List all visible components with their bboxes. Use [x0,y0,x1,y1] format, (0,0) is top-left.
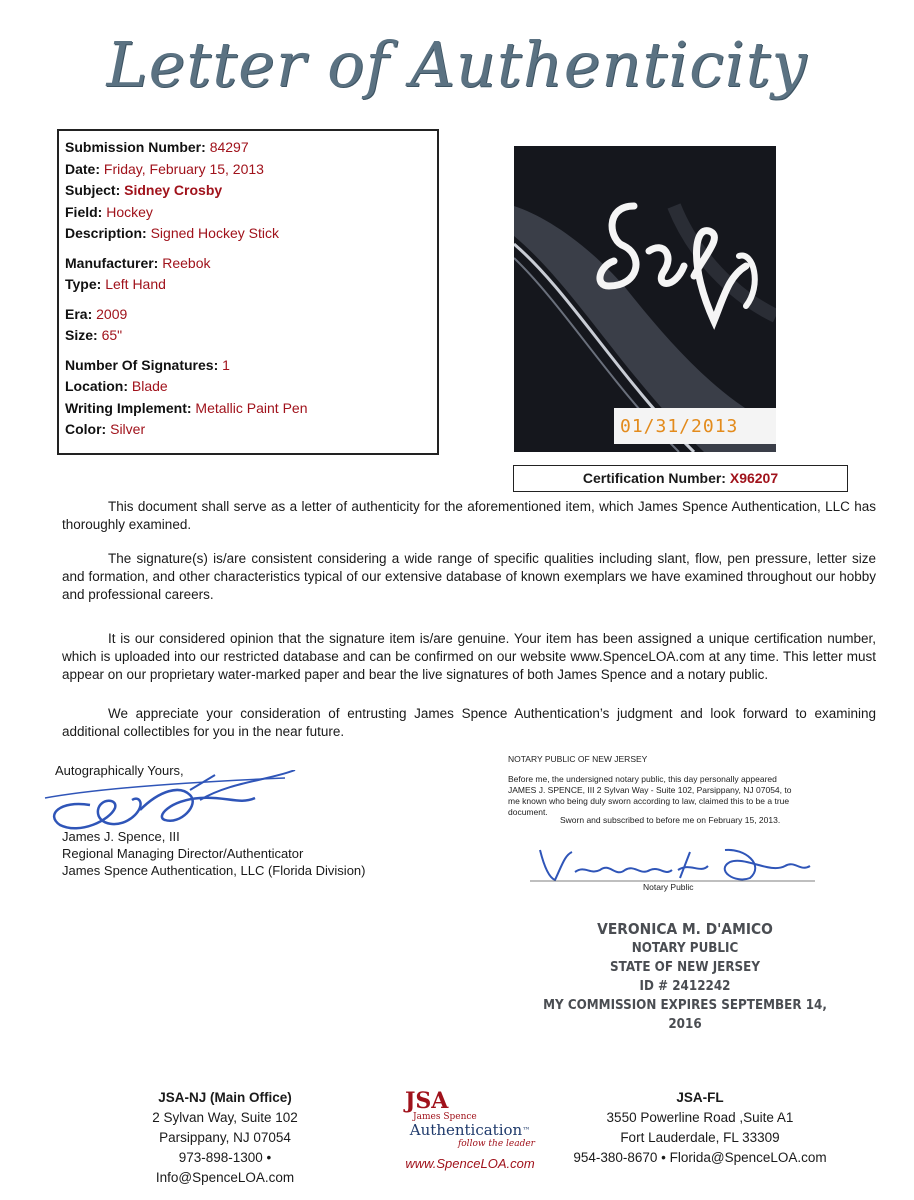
stamp-expiry: MY COMMISSION EXPIRES SEPTEMBER 14, 2016 [543,998,827,1032]
spacer [65,245,431,253]
paragraph-2 [62,550,876,604]
manufacturer-label: Manufacturer: [65,254,159,271]
fl-line2: Fort Lauderdale, FL 33309 [620,1130,780,1145]
spacer [65,296,431,304]
era-row [65,304,431,326]
submission-row [65,137,431,159]
type-value: Left Hand [105,276,166,292]
date-label: Date: [65,160,101,177]
nj-heading: JSA-NJ (Main Office) [158,1090,292,1105]
fl-heading: JSA-FL [676,1090,724,1105]
manufacturer-row [65,253,431,275]
date-value: Friday, February 15, 2013 [103,160,264,177]
date-row [65,159,431,181]
website-link[interactable]: www.SpenceLOA.com [405,1156,535,1171]
certification-label: Certification Number: [582,470,726,486]
paragraph-1-text: This document shall serve as a letter of authenticity for the aforementioned item, which James Spence Authentication, LLC has thoroughly examined. [62,499,876,532]
size-label: Size: [65,327,98,343]
logo-sub1: James Spence [413,1112,477,1122]
nj-line3: 973-898-1300 • Info@SpenceLOA.com [155,1150,295,1185]
field-label: Field: [65,203,103,220]
hockey-stick-blade-image [514,146,776,452]
paragraph-3 [62,630,876,684]
location-value: Blade [131,378,168,394]
stamp-id: ID # 2412242 [639,979,731,994]
paragraph-4-text: We appreciate your consideration of entrusting James Spence Authentication’s judgment and look forward to examining additional collectibles for you in the near future. [62,706,876,739]
subject-row [65,180,431,202]
nj-line2: Parsippany, NJ 07054 [159,1130,291,1145]
authenticator-role: Regional Managing Director/Authenticator [62,846,304,861]
nj-line1: 2 Sylvan Way, Suite 102 [152,1110,298,1125]
authenticator-name: James J. Spence, III [62,829,180,844]
description-row [65,223,431,245]
logo-sub2: Authentication [409,1121,523,1139]
authenticator-company: James Spence Authentication, LLC (Florida Division) [62,863,366,878]
color-label: Color: [65,421,107,437]
notary-heading: NOTARY PUBLIC OF NEW JERSEY [508,754,648,764]
certification-number-box [513,465,848,492]
footer-fl-office [555,1088,845,1168]
era-label: Era: [65,305,93,322]
logo-tagline: follow the leader [457,1139,535,1149]
footer-nj-office [110,1088,340,1188]
description-value: Signed Hockey Stick [150,225,279,241]
signed-item-photo [514,146,776,452]
era-value: 2009 [96,305,128,322]
notary-signature-caption: Notary Public [643,882,694,892]
paragraph-1 [62,498,876,534]
notary-signature [530,840,820,888]
field-value: Hockey [106,203,153,220]
paragraph-3-text: It is our considered opinion that the signature item is/are genuine. Your item has been assigned a unique certification number, which is uploaded into our restricted database and can be confirmed on our website www.SpenceLOA.com at any time. This letter must appear on our proprietary water-marked paper and bear the live signatures of both James Spence and a notary public. [62,631,876,682]
notary-stamp [533,920,837,1034]
submission-label: Submission Number: [65,139,206,155]
signatures-row [65,355,431,377]
type-label: Type: [65,276,102,292]
size-value: 65" [101,327,123,343]
notary-statement: Before me, the undersigned notary public, this day personally appeared JAMES J. SPENCE, III 2 Sylvan Way - Suite 102, Parsippany, NJ 07054, to me known who being duly sworn according to law, claimed this to be a true document. [508,774,792,817]
implement-row [65,398,431,420]
certification-value: X96207 [729,470,779,486]
jsa-logo [395,1090,545,1171]
color-row [65,419,431,441]
paragraph-2-text: The signature(s) is/are consistent considering a wide range of specific qualities including slant, flow, pen pressure, letter size and formation, and other characteristics typical of our extensive database of known exemplars we have examined throughout our hobby and professional careers. [62,551,876,602]
spacer [65,347,431,355]
location-label: Location: [65,378,128,394]
subject-value: Sidney Crosby [124,182,223,198]
letter-title: Letter of Authenticity [106,28,808,101]
stamp-state: STATE OF NEW JERSEY [610,960,760,975]
fl-line3: 954-380-8670 • Florida@SpenceLOA.com [573,1150,827,1165]
color-value: Silver [110,421,146,437]
salutation: Autographically Yours, [55,763,184,778]
manufacturer-value: Reebok [162,254,211,271]
implement-value: Metallic Paint Pen [195,399,308,416]
type-row [65,274,431,296]
stamp-name: VERONICA M. D'AMICO [597,920,773,938]
description-label: Description: [65,225,147,241]
field-row [65,202,431,224]
authenticator-block [62,828,365,879]
signatures-value: 1 [222,356,230,373]
location-row [65,376,431,398]
implement-label: Writing Implement: [65,399,192,416]
fl-line1: 3550 Powerline Road ,Suite A1 [606,1110,794,1125]
stamp-title: NOTARY PUBLIC [631,941,739,956]
photo-date-stamp: 01/31/2013 [620,416,739,437]
submission-value: 84297 [209,139,249,155]
logo-tm: ™ [522,1126,531,1135]
size-row [65,325,431,347]
paragraph-4 [62,705,876,741]
subject-label: Subject: [65,182,121,198]
notary-sworn: Sworn and subscribed to before me on February 15, 2013. [560,815,781,825]
logo-mark: JSA [405,1088,449,1114]
item-details-box [57,129,439,455]
signatures-label: Number Of Signatures: [65,356,219,373]
